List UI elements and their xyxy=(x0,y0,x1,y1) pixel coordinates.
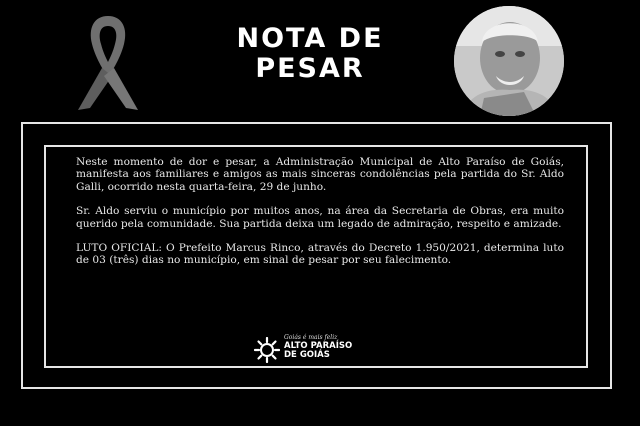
title-line-1: NOTA DE xyxy=(236,23,384,54)
municipality-logo xyxy=(254,333,353,365)
paragraph-service: Sr. Aldo serviu o município por muitos anos, na área da Secretaria de Obras, era muito querido pela comunidade. Sua partida deixa um legado de admiração, respeito e amizade. xyxy=(76,205,564,230)
logo-name xyxy=(284,342,352,360)
logo-name-line-2: DE GOIÁS xyxy=(284,350,330,360)
condolence-text xyxy=(76,156,564,279)
paragraph-official-mourning: LUTO OFICIAL: O Prefeito Marcus Rinco, através do Decreto 1.950/2021, determina luto de 03 (três) dias no município, em sinal de pesar por seu falecimento. xyxy=(76,242,564,267)
title-line-2: PESAR xyxy=(255,53,365,84)
person-portrait xyxy=(454,6,564,116)
municipality-logo-icon xyxy=(254,337,280,363)
paragraph-condolences: Neste momento de dor e pesar, a Administração Municipal de Alto Paraíso de Goiás, manifesta aos familiares e amigos as mais sinceras condolências pela partida do Sr. Aldo Galli, ocorrido nesta quarta-feira, 29 de junho. xyxy=(76,156,564,193)
mourning-ribbon-icon xyxy=(72,10,144,114)
page-title xyxy=(180,24,440,84)
logo-name-line-1: ALTO PARAÍSO xyxy=(284,341,353,351)
logo-tagline: Goiás é mais feliz xyxy=(284,334,338,341)
